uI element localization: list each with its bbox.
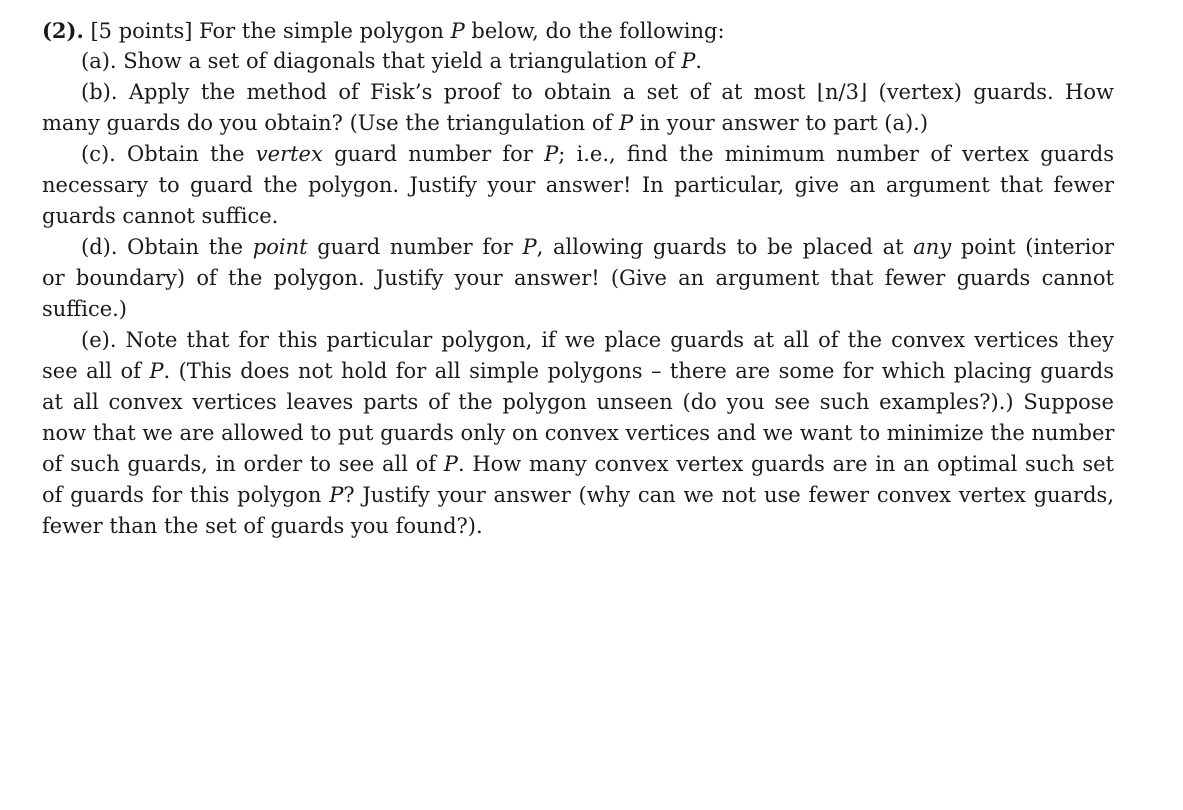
problem-heading-line: [42, 15, 1114, 46]
text-span: point (interior: [951, 235, 1114, 259]
text-span: ; i.e., find the minimum number of vertex guards: [558, 142, 1114, 166]
part-c-line-2: necessary to guard the polygon. Justify your answer! In particular, give an argument that fewer: [42, 173, 1114, 197]
math-P: P: [329, 483, 344, 507]
text-span: in your answer to part (a).): [633, 111, 929, 135]
part-e-line-6: [42, 480, 1114, 511]
math-P: P: [618, 111, 634, 135]
part-e-line-5: [42, 449, 1114, 480]
part-c-line-3: guards cannot suffice.: [42, 204, 279, 228]
text-span: , allowing guards to be placed at: [536, 235, 914, 259]
text-span: (d). Obtain the: [81, 235, 253, 259]
part-b-line-2: [42, 108, 1114, 139]
math-P: P: [450, 19, 465, 43]
part-e-line-4: now that we are allowed to put guards only on convex vertices and we want to minimize the number: [42, 421, 1115, 445]
text-span: guard number for: [322, 142, 545, 166]
math-P: P: [544, 142, 559, 166]
text-span: guard number for: [307, 235, 523, 259]
text-span: (c). Obtain the: [81, 142, 256, 166]
math-P: P: [681, 49, 696, 73]
text-span: [5 points] For the simple polygon: [83, 19, 451, 43]
problem-number: (2).: [42, 18, 84, 43]
text-span: see all of: [42, 359, 150, 383]
math-P: P: [149, 359, 164, 383]
part-e-line-1: (e). Note that for this particular polygon, if we place guards at all of the convex vertices they: [81, 328, 1114, 352]
text-span: .: [695, 49, 703, 73]
part-c-line-1: [42, 139, 1114, 170]
math-P: P: [443, 452, 458, 476]
text-span: of such guards, in order to see all of: [42, 452, 444, 476]
text-span: below, do the following:: [464, 19, 725, 43]
text-span: . How many convex vertex guards are in an optimal such set: [457, 452, 1114, 476]
part-e-line-2: [42, 356, 1114, 387]
part-e-line-7: fewer than the set of guards you found?).: [42, 514, 483, 538]
part-e-line-3: at all convex vertices leaves parts of the polygon unseen (do you see such examples?).) Suppose: [42, 390, 1114, 414]
text-span: . (This does not hold for all simple polygons – there are some for which placing guards: [163, 359, 1115, 383]
part-b-line-1: (b). Apply the method of Fisk’s proof to obtain a set of at most ⌊n/3⌋ (vertex) guards. How: [81, 80, 1114, 104]
emph-any: any: [913, 235, 952, 259]
part-d-line-1: [42, 232, 1114, 263]
part-d-line-3: suffice.): [42, 297, 127, 321]
text-span: many guards do you obtain? (Use the triangulation of: [42, 111, 619, 135]
part-a-line: [42, 46, 1114, 77]
text-span: (a). Show a set of diagonals that yield a triangulation of: [81, 49, 682, 73]
problem-2-text: [42, 15, 1114, 542]
math-P: P: [522, 235, 537, 259]
text-span: ? Justify your answer (why can we not use fewer convex vertex guards,: [343, 483, 1114, 507]
text-span: of guards for this polygon: [42, 483, 330, 507]
emph-vertex: vertex: [255, 142, 323, 166]
part-d-line-2: or boundary) of the polygon. Justify your answer! (Give an argument that fewer guards cannot: [42, 266, 1114, 290]
emph-point: point: [252, 235, 308, 259]
